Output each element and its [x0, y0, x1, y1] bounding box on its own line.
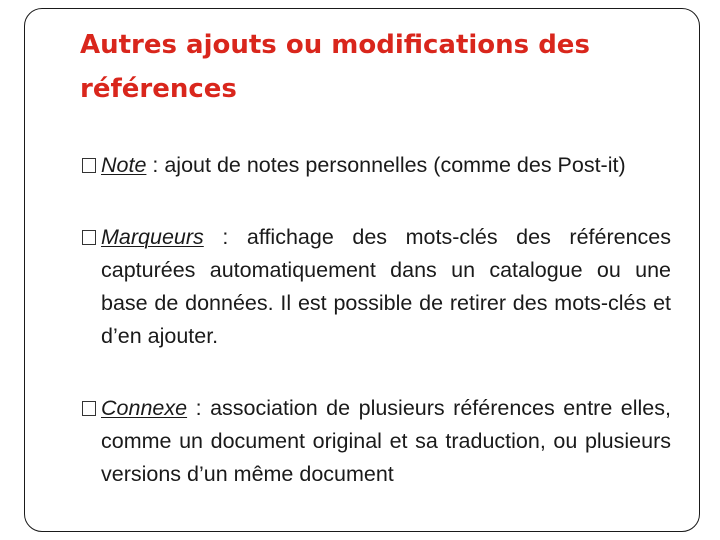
bullet-separator: : [146, 153, 165, 177]
bullet-text: association de plusieurs références entre elles, comme un document original et sa traduction, ou plusieurs versions d’un même document [101, 396, 671, 486]
bullet-term: Connexe [101, 396, 188, 420]
bullet-list [82, 149, 671, 530]
bullet-separator: : [203, 225, 247, 249]
bullet-box-icon [82, 230, 96, 245]
bullet-item-marqueurs [82, 221, 671, 353]
bullet-item-note [82, 149, 671, 182]
bullet-term: Note [101, 153, 147, 177]
bullet-text: ajout de notes personnelles (comme des Post-it) [164, 153, 626, 177]
bullet-box-icon [82, 401, 96, 416]
slide-title: Autres ajouts ou modifications des références [80, 30, 590, 104]
bullet-item-connexe [82, 392, 671, 491]
bullet-box-icon [82, 158, 96, 173]
slide-frame [24, 8, 700, 532]
bullet-term: Marqueurs [101, 225, 204, 249]
bullet-separator: : [187, 396, 211, 420]
bullet-text: affichage des mots-clés des références capturées automatiquement dans un catalogue ou une base de données. Il est possible de retirer des mots-clés et d’en ajouter. [101, 225, 671, 348]
